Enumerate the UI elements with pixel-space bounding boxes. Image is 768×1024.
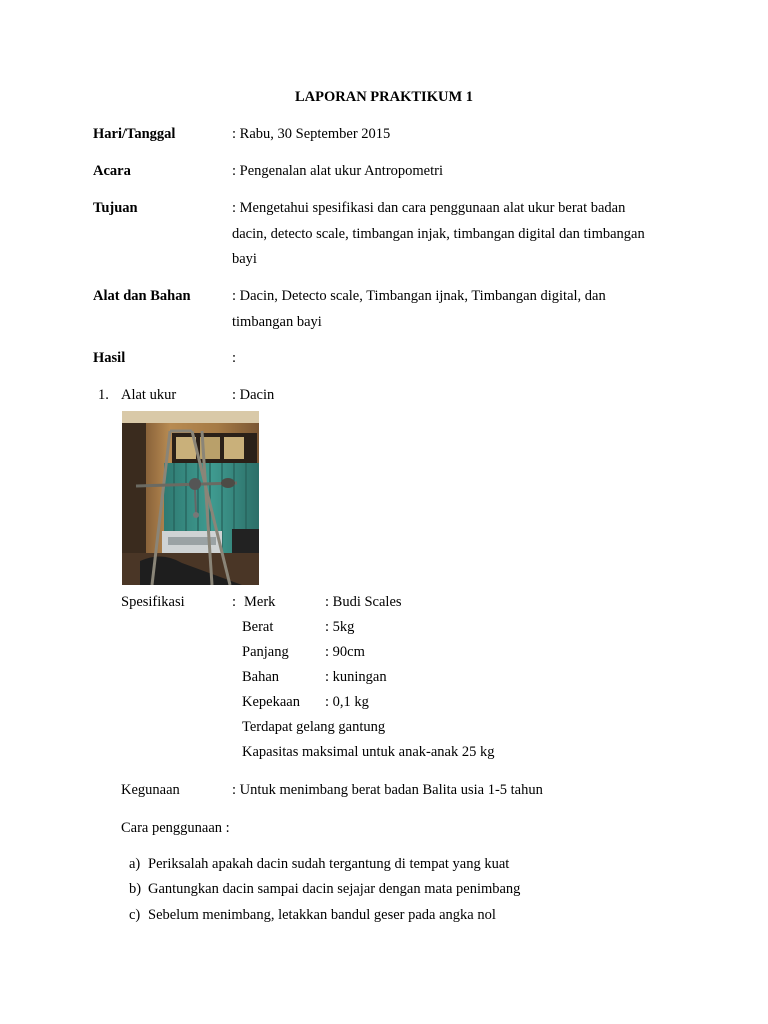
value-tujuan-line-1: : Mengetahui spesifikasi dan cara penggunaan alat ukur berat badan — [232, 200, 626, 216]
label-spesifikasi: Spesifikasi — [121, 594, 185, 610]
label-tujuan: Tujuan — [93, 200, 138, 216]
step-text-c: Sebelum menimbang, letakkan bandul geser pada angka nol — [148, 907, 496, 923]
spec-key-berat: Berat — [242, 619, 274, 635]
spec-key-kepekaan: Kepekaan — [242, 694, 300, 710]
spec-value-kepekaan: : 0,1 kg — [325, 694, 369, 710]
label-hari-tanggal: Hari/Tanggal — [93, 126, 176, 142]
spec-value-berat: : 5kg — [325, 619, 355, 635]
label-cara-penggunaan: Cara penggunaan : — [121, 820, 230, 836]
value-hari-tanggal: : Rabu, 30 September 2015 — [232, 126, 391, 142]
label-alat-bahan: Alat dan Bahan — [93, 288, 191, 304]
value-alat-bahan-line-2: timbangan bayi — [232, 314, 322, 330]
spec-key-panjang: Panjang — [242, 644, 289, 660]
step-marker-b: b) — [129, 881, 142, 897]
value-alat-bahan-line-1: : Dacin, Detecto scale, Timbangan ijnak, Timbangan digital, dan — [232, 288, 606, 304]
item-number: 1. — [98, 387, 109, 403]
label-hasil: Hasil — [93, 350, 126, 366]
spec-note-kapasitas: Kapasitas maksimal untuk anak-anak 25 kg — [242, 744, 495, 760]
label-acara: Acara — [93, 163, 131, 179]
value-hasil: : — [232, 350, 237, 366]
spec-value-panjang: : 90cm — [325, 644, 365, 660]
value-acara: : Pengenalan alat ukur Antropometri — [232, 163, 444, 179]
step-marker-c: c) — [129, 907, 141, 923]
spec-value-bahan: : kuningan — [325, 669, 387, 685]
item-value-dacin: : Dacin — [232, 387, 275, 403]
step-text-a: Periksalah apakah dacin sudah tergantung di tempat yang kuat — [148, 856, 510, 872]
spesifikasi-colon: : — [232, 594, 237, 610]
label-kegunaan: Kegunaan — [121, 782, 180, 798]
spec-key-bahan: Bahan — [242, 669, 280, 685]
spec-note-gelang: Terdapat gelang gantung — [242, 719, 386, 735]
item-label-alat-ukur: Alat ukur — [121, 387, 177, 403]
value-kegunaan: : Untuk menimbang berat badan Balita usia 1-5 tahun — [232, 782, 543, 798]
value-tujuan-line-2: dacin, detecto scale, timbangan injak, timbangan digital dan timbangan — [232, 226, 645, 242]
step-marker-a: a) — [129, 856, 141, 872]
dacin-scale-photo — [122, 411, 259, 585]
page-title: LAPORAN PRAKTIKUM 1 — [294, 89, 474, 105]
step-text-b: Gantungkan dacin sampai dacin sejajar dengan mata penimbang — [148, 881, 521, 897]
value-tujuan-line-3: bayi — [232, 251, 257, 267]
spec-key-merk: Merk — [244, 594, 276, 610]
spec-value-merk: : Budi Scales — [325, 594, 402, 610]
